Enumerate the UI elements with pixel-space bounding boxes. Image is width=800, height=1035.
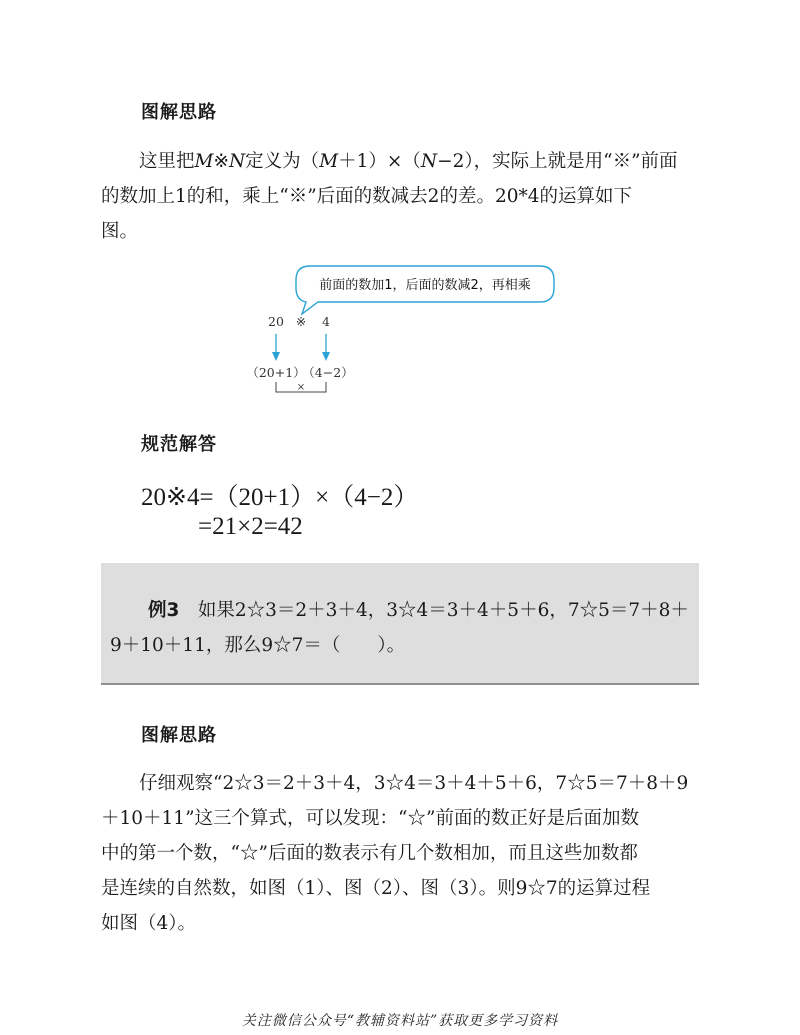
definition-paragraph: [101, 144, 701, 249]
observation-line: 是连续的自然数，如图（1）、图（2）、图（3）。则9☆7的运算过程: [101, 878, 651, 899]
section-heading-answer: 规范解答: [141, 434, 217, 455]
answer-line-2: =21×2=42: [198, 513, 303, 540]
observation-paragraph: [101, 766, 701, 941]
observation-line: 如图（4）。: [101, 913, 197, 934]
operation-diagram: [240, 258, 570, 408]
definition-line-2: 的数加上1的和，乘上“※”后面的数减去2的差。20*4的运算如下: [101, 186, 633, 207]
observation-line: 仔细观察“2☆3＝2＋3＋4，3☆4＝3＋4＋5＋6，7☆5＝7＋8＋9: [139, 773, 689, 794]
right-arrow-head: [322, 352, 330, 361]
left-arrow-head: [272, 352, 280, 361]
left-number: 20: [268, 314, 284, 329]
bubble-text: 前面的数加1，后面的数减2，再相乘: [319, 278, 531, 293]
example-line-2: 9＋10＋11，那么9☆7＝（ ）。: [110, 635, 406, 656]
left-expression: （20+1）: [246, 365, 306, 380]
answer-line-1: 20※4=（20+1）×（4−2）: [141, 484, 419, 511]
section-heading-analysis-2: 图解思路: [141, 725, 217, 746]
example-box: [101, 563, 699, 685]
right-expression: （4−2）: [302, 365, 354, 380]
definition-line-3: 图。: [101, 221, 139, 242]
observation-line: 中的第一个数，“☆”后面的数表示有几个数相加，而且这些加数都: [101, 843, 638, 864]
multiply-sign: ×: [296, 382, 306, 393]
right-number: 4: [322, 314, 330, 329]
operator-symbol: ※: [295, 314, 307, 329]
definition-line-1: 这里把M※N定义为（M＋1）×（N−2），实际上就是用“※”前面: [139, 151, 678, 172]
example-paragraph: [110, 593, 695, 663]
example-label: 例3: [148, 600, 180, 621]
observation-line: ＋10＋11”这三个算式，可以发现：“☆”前面的数正好是后面加数: [101, 808, 639, 829]
example-line-1: 例3 如果2☆3＝2＋3＋4，3☆4＝3＋4＋5＋6，7☆5＝7＋8＋: [148, 600, 689, 621]
footer-watermark: 关注微信公众号“教辅资料站”获取更多学习资料: [241, 1013, 559, 1029]
section-heading-analysis: 图解思路: [141, 102, 217, 123]
